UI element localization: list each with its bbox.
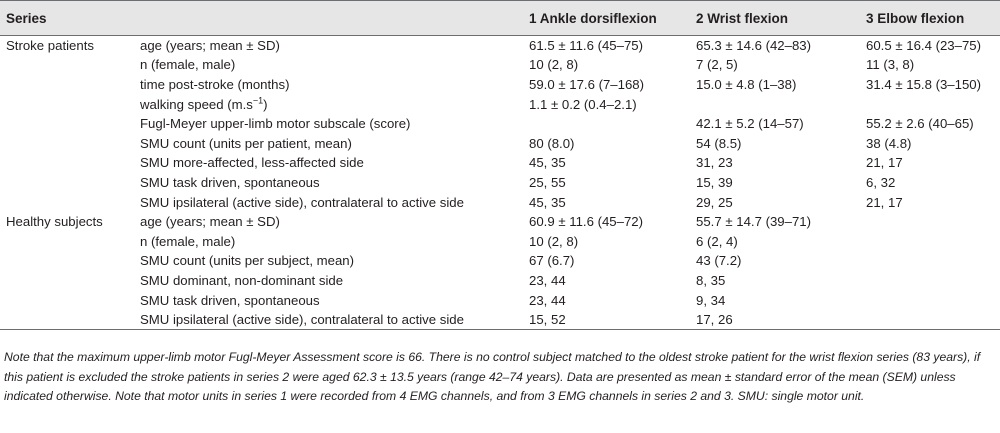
series-2-value-cell: 6 (2, 4) [696,233,738,249]
measure-label-cell: SMU dominant, non-dominant side [140,272,344,288]
series-1-value-cell: 60.9 ± 11.6 (45–72) [529,214,644,230]
series-2-value-cell: 29, 25 [696,194,733,210]
series-3-value-cell [866,271,1000,291]
table-row [0,133,1000,153]
series-3-value-cell: 31.4 ± 15.8 (3–150) [866,76,982,92]
series-3-value-cell: 38 (4.8) [866,135,912,151]
series-1-value-cell: 10 (2, 8) [529,233,579,249]
series-1-value-cell: 61.5 ± 11.6 (45–75) [529,38,644,54]
measure-label-cell: SMU task driven, spontaneous [140,174,320,190]
table-row [0,173,1000,193]
series-2-value-cell: 8, 35 [696,272,726,288]
measure-label-cell: SMU more-affected, less-affected side [140,155,364,171]
series-cell [0,55,140,75]
table-row [0,153,1000,173]
measure-label-superscript: −1 [252,95,264,106]
table-row [0,94,1000,114]
series-3-value-cell: 60.5 ± 16.4 (23–75) [866,38,982,54]
series-cell [0,251,140,271]
series-2-value-cell: 17, 26 [696,310,866,330]
measure-label-cell: time post-stroke (months) [140,76,290,92]
table-row [0,231,1000,251]
series-1-value-cell: 67 (6.7) [529,253,575,269]
series-cell [0,114,140,134]
series-3-value-cell: 6, 32 [866,174,896,190]
series-1-value-cell [529,114,696,134]
measure-label-cell: age (years; mean ± SD) [140,38,280,54]
measure-label-cell: age (years; mean ± SD) [140,214,280,230]
measure-label-cell: n (female, male) [140,233,236,249]
series-1-value-cell: 15, 52 [529,310,696,330]
series-1-value-cell: 80 (8.0) [529,135,575,151]
header-label [140,1,529,36]
series-cell [0,290,140,310]
table-row [0,212,1000,232]
series-cell [0,310,140,330]
table-row [0,192,1000,212]
series-2-value-cell: 9, 34 [696,292,726,308]
series-3-value-cell: 21, 17 [866,155,903,171]
measure-label-cell [140,94,529,114]
series-3-value-cell: 11 (3, 8) [866,57,915,73]
series-2-value-cell: 42.1 ± 5.2 (14–57) [696,116,804,132]
series-1-value-cell: 10 (2, 8) [529,57,579,73]
series-cell: Stroke patients [6,38,94,54]
header-series-1: 1 Ankle dorsiflexion [529,1,696,36]
measure-label-cell: SMU ipsilateral (active side), contralateral to active side [140,194,464,210]
measure-label-cell: Fugl-Meyer upper-limb motor subscale (score) [140,116,411,132]
table-row [0,290,1000,310]
series-1-value-cell: 59.0 ± 17.6 (7–168) [529,76,645,92]
series-1-value-cell: 45, 35 [529,194,566,210]
series-1-value-cell: 25, 55 [529,174,566,190]
measure-label-cell: SMU ipsilateral (active side), contralateral to active side [140,310,529,330]
table-row [0,114,1000,134]
measure-label-tail: ) [263,96,268,112]
measure-label-cell: SMU task driven, spontaneous [140,292,320,308]
series-3-value-cell: 21, 17 [866,194,903,210]
series-cell [0,133,140,153]
measure-label-text: walking speed (m.s [140,96,253,112]
series-2-value-cell: 15.0 ± 4.8 (1–38) [696,76,797,92]
series-3-value-cell [866,94,1000,114]
series-1-value-cell: 23, 44 [529,272,566,288]
series-3-value-cell: 55.2 ± 2.6 (40–65) [866,116,974,132]
series-1-value-cell: 1.1 ± 0.2 (0.4–2.1) [529,96,637,112]
series-1-value-cell: 45, 35 [529,155,566,171]
series-3-value-cell [866,310,1000,330]
series-2-value-cell [696,94,866,114]
series-cell [0,153,140,173]
series-cell [0,75,140,95]
series-2-value-cell: 54 (8.5) [696,135,742,151]
series-2-value-cell: 55.7 ± 14.7 (39–71) [696,214,812,230]
table-body [0,36,1000,330]
series-1-value-cell: 23, 44 [529,292,566,308]
measure-label-cell: n (female, male) [140,57,236,73]
series-3-value-cell [866,290,1000,310]
series-cell [0,173,140,193]
series-cell [0,231,140,251]
series-3-value-cell [866,212,1000,232]
series-cell [0,271,140,291]
series-cell: Healthy subjects [6,214,103,230]
series-cell [0,192,140,212]
table-header-row [0,1,1000,36]
series-3-value-cell [866,231,1000,251]
table-row [0,271,1000,291]
header-series-3: 3 Elbow flexion [866,1,1000,36]
measure-label-cell: SMU count (units per patient, mean) [140,135,352,151]
table-row [0,251,1000,271]
series-3-value-cell [866,251,1000,271]
header-series: Series [0,1,140,36]
table-row [0,75,1000,95]
series-2-value-cell: 43 (7.2) [696,253,742,269]
table-footnote: Note that the maximum upper-limb motor Fugl-Meyer Assessment score is 66. There is no control subject matched to the oldest stroke patient for the wrist flexion series (83 years), if this patient is excluded the stroke patients in series 2 were aged 62.3 ± 13.5 years (range 42–74 years). Data are presented as mean ± standard error of the mean (SEM) unless indicated otherwise. Note that motor units in series 1 were recorded from 4 EMG channels, and from 3 EMG channels in series 2 and 3. SMU: single motor unit. [4,350,981,403]
series-2-value-cell: 15, 39 [696,174,733,190]
measure-label-cell: SMU count (units per subject, mean) [140,253,355,269]
header-series-2: 2 Wrist flexion [696,1,866,36]
table-row [0,310,1000,330]
table-row [0,55,1000,75]
series-2-value-cell: 7 (2, 5) [696,57,738,73]
series-2-value-cell: 65.3 ± 14.6 (42–83) [696,38,812,54]
series-2-value-cell: 31, 23 [696,155,733,171]
series-cell [0,94,140,114]
table-row [0,36,1000,56]
